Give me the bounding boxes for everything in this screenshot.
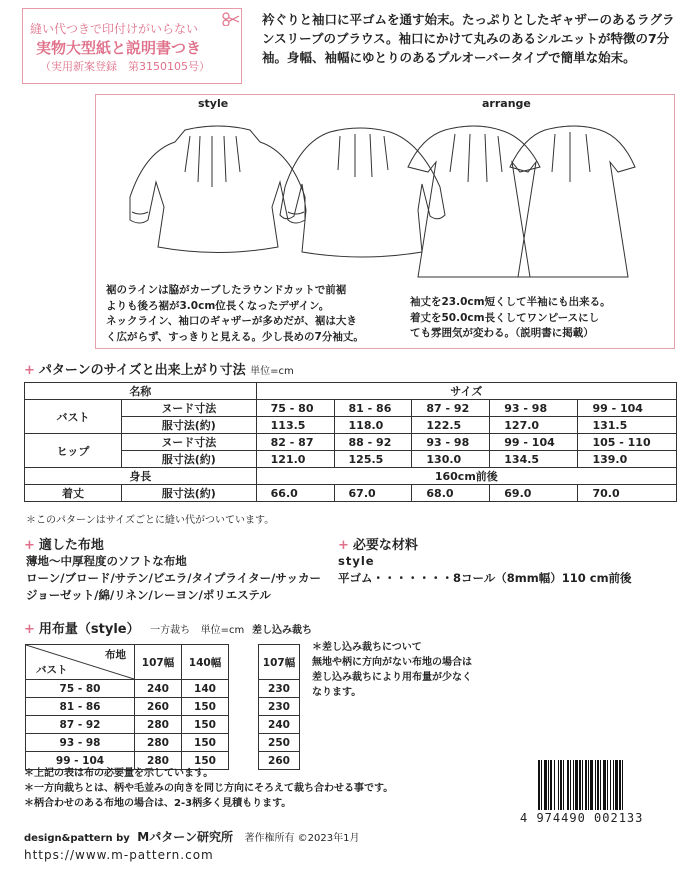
barcode-bar — [622, 760, 623, 810]
style-caption — [106, 283, 396, 345]
garment-label: 服寸法(約) — [122, 485, 257, 502]
barcode-bar — [600, 760, 601, 810]
value-cell: 66.0 — [256, 485, 334, 502]
width-140-header: 140幅 — [182, 645, 229, 680]
yardage-title: + 用布量（style） 一方裁ち 単位=cm — [24, 622, 245, 637]
sashikomi-title: 差し込み裁ち — [252, 625, 312, 636]
length-label: 着丈 — [25, 485, 122, 502]
notes — [24, 766, 524, 811]
garment-label: 服寸法(約) — [122, 417, 257, 434]
barcode-number: 4 974490 002133 — [520, 811, 644, 825]
size-cell: 99 - 104 — [490, 434, 578, 451]
value-cell: 67.0 — [334, 485, 412, 502]
barcode-bar — [610, 760, 611, 810]
value-cell: 122.5 — [412, 417, 490, 434]
barcode-bar — [544, 760, 547, 810]
value-cell: 69.0 — [490, 485, 578, 502]
value-cell: 131.5 — [578, 417, 677, 434]
yardage-size: 75 - 80 — [26, 680, 135, 698]
barcode-bar — [570, 760, 571, 810]
value-cell: 134.5 — [490, 451, 578, 468]
yardage-value: 150 — [182, 734, 229, 752]
arrange-label: arrange — [482, 97, 531, 110]
yardage-value: 260 — [135, 698, 182, 716]
yardage-value: 150 — [182, 698, 229, 716]
fabric-line: ジョーゼット/綿/リネン/レーヨン/ポリエステル — [26, 588, 271, 602]
style-caption-line: ネックライン、袖口のギャザーが多めだが、裾は大き — [106, 315, 357, 327]
barcode-bar — [575, 760, 578, 810]
barcode-bar — [548, 760, 549, 810]
size-cell: 99 - 104 — [578, 400, 677, 417]
sashikomi-note-line: ＊差し込み裁ちについて — [312, 642, 422, 653]
style-caption-line: く広がらず、すっきりと見える。少し長めの7分袖丈。 — [106, 330, 364, 343]
garment-illustrations — [100, 112, 675, 282]
size-cell: 81 - 86 — [334, 400, 412, 417]
size-cell: 82 - 87 — [256, 434, 334, 451]
yardage-value: 150 — [182, 752, 229, 770]
style-caption-line: よりも後ろ裾が3.0cm位長くなったデザイン。 — [106, 299, 330, 312]
materials-subtitle: style — [338, 554, 375, 568]
nude-label: ヌード寸法 — [122, 434, 257, 451]
header-line2: 実物大型紙と説明書つき — [36, 39, 202, 57]
fabric-list — [26, 553, 321, 604]
yardage-value: 280 — [135, 752, 182, 770]
note-line: ＊上記の表は布の必要量を示しています。 — [24, 768, 214, 779]
note-line: ＊一方向裁ちとは、柄や毛並みの向きを同じ方向にそろえて裁ち合わせる事です。 — [24, 783, 394, 794]
value-cell: 125.5 — [334, 451, 412, 468]
nude-label: ヌード寸法 — [122, 400, 257, 417]
height-value: 160cm前後 — [256, 468, 676, 485]
barcode-bar — [590, 760, 593, 810]
website-link[interactable]: https://www.m-pattern.com — [24, 848, 214, 862]
yardage-size: 93 - 98 — [26, 734, 135, 752]
barcode-graphic — [538, 760, 660, 810]
size-cell: 105 - 110 — [578, 434, 677, 451]
sashikomi-note-line: 差し込み裁ちにより用布量が少なく — [312, 672, 472, 683]
width-107-header: 107幅 — [135, 645, 182, 680]
barcode-bar — [585, 760, 587, 810]
height-label: 身長 — [25, 468, 257, 485]
value-cell: 70.0 — [578, 485, 677, 502]
intro-text: 衿ぐりと袖口に平ゴムを通す始末。たっぷりとしたギャザーのあるラグランスリーブのブラウス。袖口にかけて丸みのあるシルエットが特徴の7分袖。身幅、袖幅にゆとりのあるプルオーバータイプで簡単な始末。 — [262, 12, 675, 65]
style-label: style — [198, 97, 229, 110]
barcode-bar — [613, 760, 614, 810]
value-cell: 139.0 — [578, 451, 677, 468]
bust-label: バスト — [25, 400, 122, 434]
corner-top-label: 布地 — [105, 649, 126, 661]
barcode-bar — [573, 760, 574, 810]
yardage-table — [25, 644, 229, 770]
size-table — [24, 382, 677, 502]
yardage-size: 81 - 86 — [26, 698, 135, 716]
barcode-bar — [615, 760, 618, 810]
sashikomi-value: 230 — [259, 698, 300, 716]
size-header: サイズ — [256, 383, 676, 400]
yardage-value: 150 — [182, 716, 229, 734]
arrange-caption-line: 袖丈を23.0cm短くして半袖にも出来る。 — [410, 296, 611, 308]
sashikomi-value: 260 — [259, 752, 300, 770]
copyright: 著作権所有 ©2023年1月 — [244, 833, 360, 844]
yardage-value: 280 — [135, 734, 182, 752]
brand-name: Mパターン研究所 — [137, 830, 233, 844]
size-section-title: + パターンのサイズと出来上がり寸法 単位=cm — [24, 363, 294, 378]
barcode-bar — [603, 760, 606, 810]
blouse-front — [130, 126, 305, 253]
name-header: 名称 — [25, 383, 257, 400]
value-cell: 130.0 — [412, 451, 490, 468]
barcode-bar — [550, 760, 552, 810]
sashikomi-note-line: 無地や柄に方向がない布地の場合は — [312, 657, 472, 668]
header-line3: （実用新案登録 第3150105号） — [40, 60, 210, 73]
footer-credit: design&pattern by Mパターン研究所 著作権所有 ©2023年1月 — [24, 830, 360, 844]
arrange-caption-line: ても雰囲気が変わる。（説明書に掲載） — [410, 327, 594, 339]
yardage-value: 140 — [182, 680, 229, 698]
materials-line: 平ゴム・・・・・・・8コール（8mm幅）110 cm前後 — [338, 571, 632, 585]
yardage-size: 99 - 104 — [26, 752, 135, 770]
barcode-bar — [595, 760, 596, 810]
barcode-bar — [541, 760, 542, 810]
barcode-bar — [560, 760, 562, 810]
hip-label: ヒップ — [25, 434, 122, 468]
barcode-bar — [619, 760, 621, 810]
fabric-line: ローン/ブロード/サテン/ビエラ/タイプライター/サッカー — [26, 571, 322, 585]
materials-title: + 必要な材料 — [338, 538, 418, 553]
note-line: ＊柄合わせのある布地の場合は、2-3柄多く見積もります。 — [24, 798, 292, 809]
value-cell: 113.5 — [256, 417, 334, 434]
value-cell: 118.0 — [334, 417, 412, 434]
yardage-corner — [26, 645, 135, 680]
barcode-bar — [579, 760, 581, 810]
sashikomi-header: 107幅 — [259, 645, 300, 680]
barcode-bar — [597, 760, 599, 810]
barcode-bar — [588, 760, 589, 810]
barcode-bar — [582, 760, 583, 810]
value-cell: 121.0 — [256, 451, 334, 468]
arrange-caption — [410, 295, 670, 342]
value-cell: 127.0 — [490, 417, 578, 434]
barcode-bar — [538, 760, 540, 810]
barcode-bar — [563, 760, 564, 810]
sashikomi-value: 230 — [259, 680, 300, 698]
yardage-size: 87 - 92 — [26, 716, 135, 734]
yardage-value: 280 — [135, 716, 182, 734]
sashikomi-note — [312, 640, 482, 700]
arrange-caption-line: 着丈を50.0cm長くしてワンピースにし — [410, 311, 600, 324]
size-cell: 93 - 98 — [412, 434, 490, 451]
corner-bottom-label: バスト — [36, 664, 68, 676]
sashikomi-note-line: なります。 — [312, 687, 362, 698]
barcode-bar — [567, 760, 569, 810]
barcode-bar — [558, 760, 559, 810]
size-note: ＊このパターンはサイズごとに縫い代がついています。 — [26, 515, 275, 526]
style-caption-line: 裾のラインは脇がカーブしたラウンドカットで前裾 — [106, 284, 347, 296]
barcode-bar — [554, 760, 555, 810]
sashikomi-value: 250 — [259, 734, 300, 752]
yardage-value: 240 — [135, 680, 182, 698]
barcode-bar — [607, 760, 608, 810]
size-cell: 75 - 80 — [256, 400, 334, 417]
header-line1: 縫い代つきで印付けがいらない — [30, 22, 199, 36]
size-cell: 87 - 92 — [412, 400, 490, 417]
sashikomi-table — [258, 644, 300, 770]
fabric-title: + 適した布地 — [24, 538, 104, 553]
scissors-icon — [222, 12, 240, 26]
garment-label: 服寸法(約) — [122, 451, 257, 468]
size-cell: 93 - 98 — [490, 400, 578, 417]
sashikomi-value: 240 — [259, 716, 300, 734]
fabric-line: 薄地～中厚程度のソフトな布地 — [26, 554, 187, 568]
value-cell: 68.0 — [412, 485, 490, 502]
size-cell: 88 - 92 — [334, 434, 412, 451]
